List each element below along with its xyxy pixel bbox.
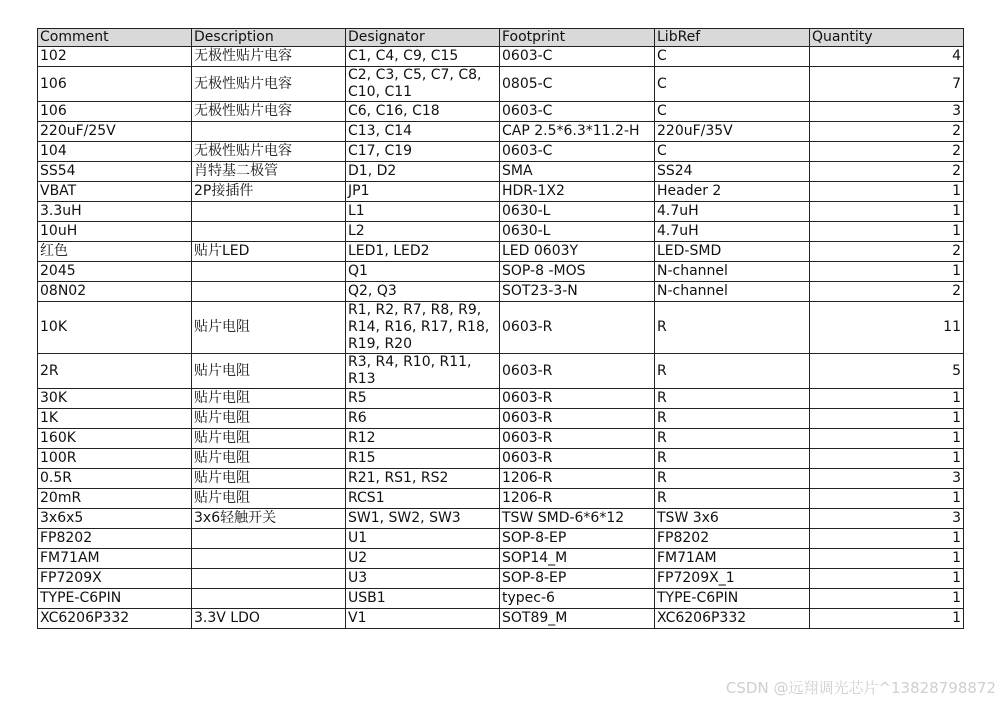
quantity-cell: 11 bbox=[810, 302, 964, 354]
libref-cell: R bbox=[655, 489, 810, 509]
libref-cell: 4.7uH bbox=[655, 222, 810, 242]
footprint-cell: SOP-8-EP bbox=[500, 569, 655, 589]
designator-cell: U1 bbox=[346, 529, 500, 549]
header-row bbox=[38, 29, 964, 47]
comment-cell: 100R bbox=[38, 449, 192, 469]
comment-cell: FP7209X bbox=[38, 569, 192, 589]
bom-table-header bbox=[38, 29, 964, 47]
footprint-cell: SOP-8-EP bbox=[500, 529, 655, 549]
table-row bbox=[38, 549, 964, 569]
footprint-cell: 0603-R bbox=[500, 389, 655, 409]
table-row bbox=[38, 182, 964, 202]
description-cell: 贴片电阻 bbox=[192, 469, 346, 489]
table-row bbox=[38, 429, 964, 449]
comment-cell: 3.3uH bbox=[38, 202, 192, 222]
designator-cell: RCS1 bbox=[346, 489, 500, 509]
footprint-cell: 0603-R bbox=[500, 354, 655, 389]
table-row bbox=[38, 102, 964, 122]
footprint-cell: SOT23-3-N bbox=[500, 282, 655, 302]
comment-cell: 104 bbox=[38, 142, 192, 162]
column-header: Comment bbox=[38, 29, 192, 47]
libref-cell: FP8202 bbox=[655, 529, 810, 549]
designator-cell: R5 bbox=[346, 389, 500, 409]
table-row bbox=[38, 409, 964, 429]
table-row bbox=[38, 122, 964, 142]
footprint-cell: 0603-R bbox=[500, 302, 655, 354]
comment-cell: 20mR bbox=[38, 489, 192, 509]
designator-cell: C13, C14 bbox=[346, 122, 500, 142]
table-row bbox=[38, 302, 964, 354]
comment-cell: XC6206P332 bbox=[38, 609, 192, 629]
libref-cell: C bbox=[655, 102, 810, 122]
description-cell: 贴片LED bbox=[192, 242, 346, 262]
designator-cell: LED1, LED2 bbox=[346, 242, 500, 262]
quantity-cell: 2 bbox=[810, 122, 964, 142]
comment-cell: FM71AM bbox=[38, 549, 192, 569]
designator-cell: V1 bbox=[346, 609, 500, 629]
libref-cell: LED-SMD bbox=[655, 242, 810, 262]
description-cell: 无极性贴片电容 bbox=[192, 102, 346, 122]
comment-cell: VBAT bbox=[38, 182, 192, 202]
footprint-cell: 1206-R bbox=[500, 489, 655, 509]
libref-cell: FP7209X_1 bbox=[655, 569, 810, 589]
quantity-cell: 1 bbox=[810, 589, 964, 609]
quantity-cell: 2 bbox=[810, 242, 964, 262]
table-row bbox=[38, 589, 964, 609]
quantity-cell: 3 bbox=[810, 469, 964, 489]
quantity-cell: 5 bbox=[810, 354, 964, 389]
footprint-cell: 0603-R bbox=[500, 409, 655, 429]
libref-cell: R bbox=[655, 449, 810, 469]
comment-cell: 220uF/25V bbox=[38, 122, 192, 142]
comment-cell: 10uH bbox=[38, 222, 192, 242]
quantity-cell: 1 bbox=[810, 262, 964, 282]
table-row bbox=[38, 242, 964, 262]
description-cell: 3.3V LDO bbox=[192, 609, 346, 629]
table-row bbox=[38, 282, 964, 302]
description-cell: 肖特基二极管 bbox=[192, 162, 346, 182]
footprint-cell: HDR-1X2 bbox=[500, 182, 655, 202]
designator-cell: C6, C16, C18 bbox=[346, 102, 500, 122]
footprint-cell: 0603-C bbox=[500, 142, 655, 162]
table-row bbox=[38, 354, 964, 389]
designator-cell: R21, RS1, RS2 bbox=[346, 469, 500, 489]
description-cell bbox=[192, 282, 346, 302]
libref-cell: R bbox=[655, 469, 810, 489]
table-row bbox=[38, 262, 964, 282]
designator-cell: Q1 bbox=[346, 262, 500, 282]
quantity-cell: 4 bbox=[810, 47, 964, 67]
column-header: LibRef bbox=[655, 29, 810, 47]
comment-cell: FP8202 bbox=[38, 529, 192, 549]
libref-cell: N-channel bbox=[655, 282, 810, 302]
watermark: CSDN @远翔调光芯片^13828798872 bbox=[725, 679, 996, 697]
quantity-cell: 1 bbox=[810, 609, 964, 629]
footprint-cell: CAP 2.5*6.3*11.2-H bbox=[500, 122, 655, 142]
comment-cell: 2R bbox=[38, 354, 192, 389]
table-row bbox=[38, 202, 964, 222]
footprint-cell: 0630-L bbox=[500, 222, 655, 242]
description-cell bbox=[192, 262, 346, 282]
quantity-cell: 1 bbox=[810, 529, 964, 549]
quantity-cell: 1 bbox=[810, 569, 964, 589]
description-cell: 贴片电阻 bbox=[192, 489, 346, 509]
designator-cell: D1, D2 bbox=[346, 162, 500, 182]
description-cell: 无极性贴片电容 bbox=[192, 47, 346, 67]
footprint-cell: SOP-8 -MOS bbox=[500, 262, 655, 282]
table-row bbox=[38, 509, 964, 529]
description-cell: 无极性贴片电容 bbox=[192, 142, 346, 162]
footprint-cell: 0805-C bbox=[500, 67, 655, 102]
designator-cell: SW1, SW2, SW3 bbox=[346, 509, 500, 529]
designator-cell: C17, C19 bbox=[346, 142, 500, 162]
column-header: Quantity bbox=[810, 29, 964, 47]
quantity-cell: 1 bbox=[810, 449, 964, 469]
footprint-cell: LED 0603Y bbox=[500, 242, 655, 262]
quantity-cell: 1 bbox=[810, 202, 964, 222]
quantity-cell: 2 bbox=[810, 142, 964, 162]
description-cell bbox=[192, 122, 346, 142]
quantity-cell: 1 bbox=[810, 182, 964, 202]
designator-cell: R6 bbox=[346, 409, 500, 429]
footprint-cell: SOT89_M bbox=[500, 609, 655, 629]
comment-cell: 160K bbox=[38, 429, 192, 449]
designator-cell: R3, R4, R10, R11, R13 bbox=[346, 354, 500, 389]
description-cell bbox=[192, 549, 346, 569]
comment-cell: 红色 bbox=[38, 242, 192, 262]
libref-cell: R bbox=[655, 409, 810, 429]
footprint-cell: SMA bbox=[500, 162, 655, 182]
comment-cell: 102 bbox=[38, 47, 192, 67]
quantity-cell: 1 bbox=[810, 429, 964, 449]
libref-cell: R bbox=[655, 302, 810, 354]
comment-cell: 2045 bbox=[38, 262, 192, 282]
quantity-cell: 7 bbox=[810, 67, 964, 102]
designator-cell: JP1 bbox=[346, 182, 500, 202]
bom-table bbox=[37, 28, 964, 629]
table-row bbox=[38, 47, 964, 67]
comment-cell: 3x6x5 bbox=[38, 509, 192, 529]
quantity-cell: 1 bbox=[810, 489, 964, 509]
libref-cell: R bbox=[655, 389, 810, 409]
designator-cell: U3 bbox=[346, 569, 500, 589]
table-row bbox=[38, 469, 964, 489]
libref-cell: TYPE-C6PIN bbox=[655, 589, 810, 609]
comment-cell: 106 bbox=[38, 102, 192, 122]
footprint-cell: 0630-L bbox=[500, 202, 655, 222]
comment-cell: 106 bbox=[38, 67, 192, 102]
description-cell bbox=[192, 589, 346, 609]
quantity-cell: 3 bbox=[810, 509, 964, 529]
table-row bbox=[38, 222, 964, 242]
designator-cell: R12 bbox=[346, 429, 500, 449]
table-row bbox=[38, 67, 964, 102]
comment-cell: SS54 bbox=[38, 162, 192, 182]
comment-cell: 1K bbox=[38, 409, 192, 429]
libref-cell: SS24 bbox=[655, 162, 810, 182]
libref-cell: R bbox=[655, 354, 810, 389]
libref-cell: C bbox=[655, 67, 810, 102]
description-cell bbox=[192, 529, 346, 549]
designator-cell: U2 bbox=[346, 549, 500, 569]
description-cell bbox=[192, 569, 346, 589]
description-cell: 贴片电阻 bbox=[192, 354, 346, 389]
table-row bbox=[38, 449, 964, 469]
comment-cell: 10K bbox=[38, 302, 192, 354]
column-header: Footprint bbox=[500, 29, 655, 47]
quantity-cell: 3 bbox=[810, 102, 964, 122]
quantity-cell: 1 bbox=[810, 549, 964, 569]
libref-cell: 220uF/35V bbox=[655, 122, 810, 142]
footprint-cell: 0603-C bbox=[500, 102, 655, 122]
table-row bbox=[38, 142, 964, 162]
designator-cell: C1, C4, C9, C15 bbox=[346, 47, 500, 67]
column-header: Description bbox=[192, 29, 346, 47]
description-cell: 贴片电阻 bbox=[192, 449, 346, 469]
footprint-cell: SOP14_M bbox=[500, 549, 655, 569]
designator-cell: L2 bbox=[346, 222, 500, 242]
designator-cell: USB1 bbox=[346, 589, 500, 609]
designator-cell: C2, C3, C5, C7, C8, C10, C11 bbox=[346, 67, 500, 102]
footprint-cell: TSW SMD-6*6*12 bbox=[500, 509, 655, 529]
table-row bbox=[38, 569, 964, 589]
comment-cell: 30K bbox=[38, 389, 192, 409]
libref-cell: 4.7uH bbox=[655, 202, 810, 222]
libref-cell: Header 2 bbox=[655, 182, 810, 202]
table-row bbox=[38, 162, 964, 182]
footprint-cell: 0603-C bbox=[500, 47, 655, 67]
quantity-cell: 1 bbox=[810, 389, 964, 409]
footprint-cell: 0603-R bbox=[500, 449, 655, 469]
libref-cell: FM71AM bbox=[655, 549, 810, 569]
comment-cell: 0.5R bbox=[38, 469, 192, 489]
designator-cell: R15 bbox=[346, 449, 500, 469]
description-cell: 无极性贴片电容 bbox=[192, 67, 346, 102]
description-cell: 贴片电阻 bbox=[192, 409, 346, 429]
description-cell: 2P接插件 bbox=[192, 182, 346, 202]
description-cell bbox=[192, 202, 346, 222]
column-header: Designator bbox=[346, 29, 500, 47]
quantity-cell: 2 bbox=[810, 282, 964, 302]
footprint-cell: 1206-R bbox=[500, 469, 655, 489]
libref-cell: XC6206P332 bbox=[655, 609, 810, 629]
bom-table-body bbox=[38, 47, 964, 629]
quantity-cell: 2 bbox=[810, 162, 964, 182]
footprint-cell: 0603-R bbox=[500, 429, 655, 449]
table-row bbox=[38, 489, 964, 509]
footprint-cell: typec-6 bbox=[500, 589, 655, 609]
quantity-cell: 1 bbox=[810, 222, 964, 242]
libref-cell: C bbox=[655, 142, 810, 162]
table-row bbox=[38, 389, 964, 409]
description-cell: 贴片电阻 bbox=[192, 302, 346, 354]
designator-cell: R1, R2, R7, R8, R9, R14, R16, R17, R18, R19, R20 bbox=[346, 302, 500, 354]
table-row bbox=[38, 609, 964, 629]
description-cell: 贴片电阻 bbox=[192, 429, 346, 449]
libref-cell: C bbox=[655, 47, 810, 67]
designator-cell: Q2, Q3 bbox=[346, 282, 500, 302]
comment-cell: 08N02 bbox=[38, 282, 192, 302]
libref-cell: N-channel bbox=[655, 262, 810, 282]
description-cell: 3x6轻触开关 bbox=[192, 509, 346, 529]
comment-cell: TYPE-C6PIN bbox=[38, 589, 192, 609]
description-cell: 贴片电阻 bbox=[192, 389, 346, 409]
description-cell bbox=[192, 222, 346, 242]
table-row bbox=[38, 529, 964, 549]
designator-cell: L1 bbox=[346, 202, 500, 222]
quantity-cell: 1 bbox=[810, 409, 964, 429]
libref-cell: R bbox=[655, 429, 810, 449]
libref-cell: TSW 3x6 bbox=[655, 509, 810, 529]
